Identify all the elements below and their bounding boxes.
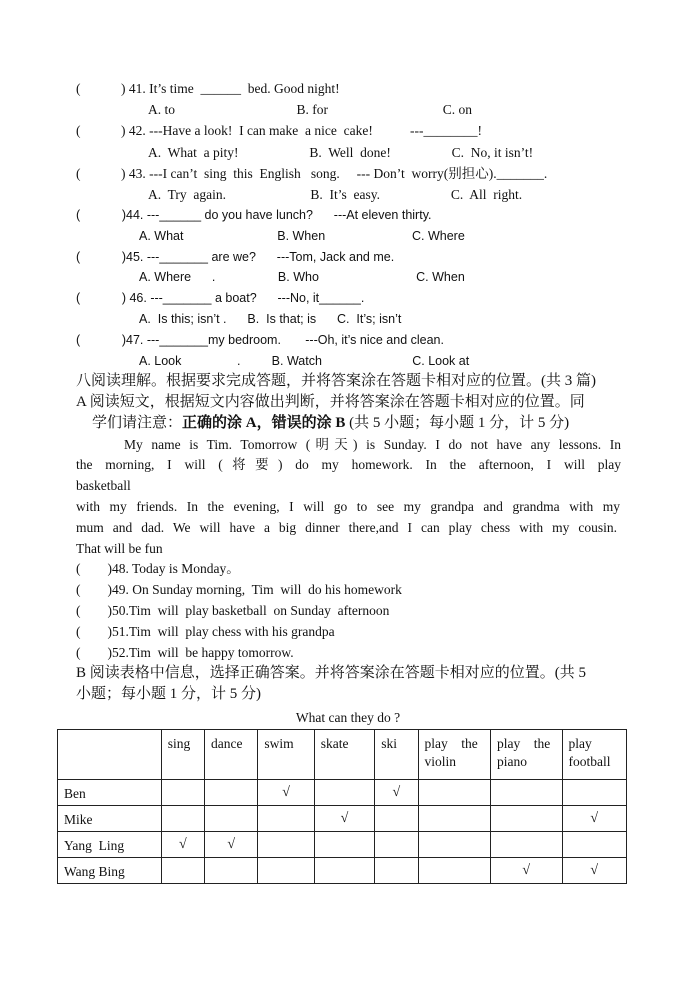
- row-name: Wang Bing: [58, 858, 162, 884]
- table-row: [58, 806, 627, 832]
- passage-line-3: basketball: [76, 478, 131, 493]
- part-a-bold-instruction: 正确的涂 A，错误的涂 B: [182, 415, 346, 431]
- table-row: [58, 858, 627, 884]
- row-name: Yang Ling: [58, 832, 162, 858]
- question-46-stem: ( ) 46. ---_______ a boat? ---No, it______.: [76, 291, 365, 305]
- passage-line-1: My name is Tim. Tomorrow (明天) is Sunday. I do not have any lessons. In: [124, 437, 621, 452]
- passage-line-4: with my friends. In the evening, I will go to see my grandpa and grandma with my: [76, 499, 620, 514]
- table-header-cell: swim: [258, 730, 314, 780]
- table-row: [58, 832, 627, 858]
- passage-line-2: the morning, I will (将要) do my homework. In the afternoon, I will play: [76, 457, 621, 472]
- table-header-cell: skate: [314, 730, 374, 780]
- statement-50: ( )50.Tim will play basketball on Sunday afternoon: [76, 603, 390, 618]
- question-45-options: A. Where . B. Who C. When: [139, 270, 465, 284]
- question-42-options: A. What a pity! B. Well done! C. No, it isn’t!: [148, 145, 534, 160]
- abilities-table: [57, 729, 627, 884]
- check-mark: √: [340, 811, 349, 826]
- part-a-instruction-line2: 学们请注意：正确的涂 A，错误的涂 B (共 5 小题；每小题 1 分，计 5 分): [92, 415, 570, 431]
- check-mark: √: [590, 811, 599, 826]
- question-42-stem: ( ) 42. ---Have a look! I can make a nice cake! ---________!: [76, 123, 482, 138]
- statement-51: ( )51.Tim will play chess with his grandpa: [76, 624, 335, 639]
- check-mark: √: [590, 863, 599, 878]
- table-row: [58, 780, 627, 806]
- statement-48: ( )48. Today is Monday。: [76, 561, 240, 576]
- table-header-row: [58, 730, 627, 780]
- question-47-stem: ( )47. ---_______my bedroom. ---Oh, it’s nice and clean.: [76, 333, 444, 347]
- statement-52: ( )52.Tim will be happy tomorrow.: [76, 645, 294, 660]
- table-header-cell: sing: [161, 730, 204, 780]
- table-caption: What can they do ?: [295, 710, 401, 725]
- part-b-instruction-line1: B 阅读表格中信息，选择正确答案。并将答案涂在答题卡相对应的位置。(共 5: [76, 665, 587, 681]
- table-header-cell: dance: [205, 730, 258, 780]
- passage-line-6: That will be fun: [76, 541, 163, 556]
- question-45-stem: ( )45. ---_______ are we? ---Tom, Jack and me.: [76, 250, 395, 264]
- check-mark: √: [522, 863, 531, 878]
- section-heading: 八阅读理解。根据要求完成答题，并将答案涂在答题卡相对应的位置。(共 3 篇): [76, 373, 596, 389]
- question-41-stem: ( ) 41. It’s time ______ bed. Good night!: [76, 81, 340, 96]
- statement-49: ( )49. On Sunday morning, Tim will do his homework: [76, 582, 402, 597]
- check-mark: √: [227, 837, 236, 852]
- question-47-options: A. Look . B. Watch C. Look at: [139, 354, 470, 368]
- question-41-options: A. to B. for C. on: [148, 102, 472, 117]
- check-mark: √: [179, 837, 187, 852]
- check-mark: √: [392, 785, 401, 800]
- row-name: Ben: [58, 780, 162, 806]
- check-mark: √: [282, 785, 290, 800]
- question-44-options: A. What B. When C. Where: [139, 229, 465, 243]
- part-b-instruction-line2: 小题；每小题 1 分，计 5 分): [76, 686, 261, 702]
- question-43-stem: ( ) 43. ---I can’t sing this English song. --- Don’t worry(别担心)._______.: [76, 166, 548, 181]
- table-header-cell: [58, 730, 162, 780]
- question-46-options: A. Is this; isn’t . B. Is that; is C. It’s; isn’t: [139, 312, 402, 326]
- part-a-instruction-line1: A 阅读短文，根据短文内容做出判断，并将答案涂在答题卡相对应的位置。同: [76, 394, 585, 410]
- question-44-stem: ( )44. ---______ do you have lunch? ---At eleven thirty.: [76, 208, 432, 222]
- table-header-cell: play the violin: [418, 730, 491, 780]
- question-43-options: A. Try again. B. It’s easy. C. All right.: [148, 187, 523, 202]
- table-header-cell: play the piano: [491, 730, 563, 780]
- passage-line-5: mum and dad. We will have a big dinner there,and I can play chess with my cousin.: [76, 520, 617, 535]
- row-name: Mike: [58, 806, 162, 832]
- table-header-cell: ski: [375, 730, 418, 780]
- table-header-cell: play football: [562, 730, 627, 780]
